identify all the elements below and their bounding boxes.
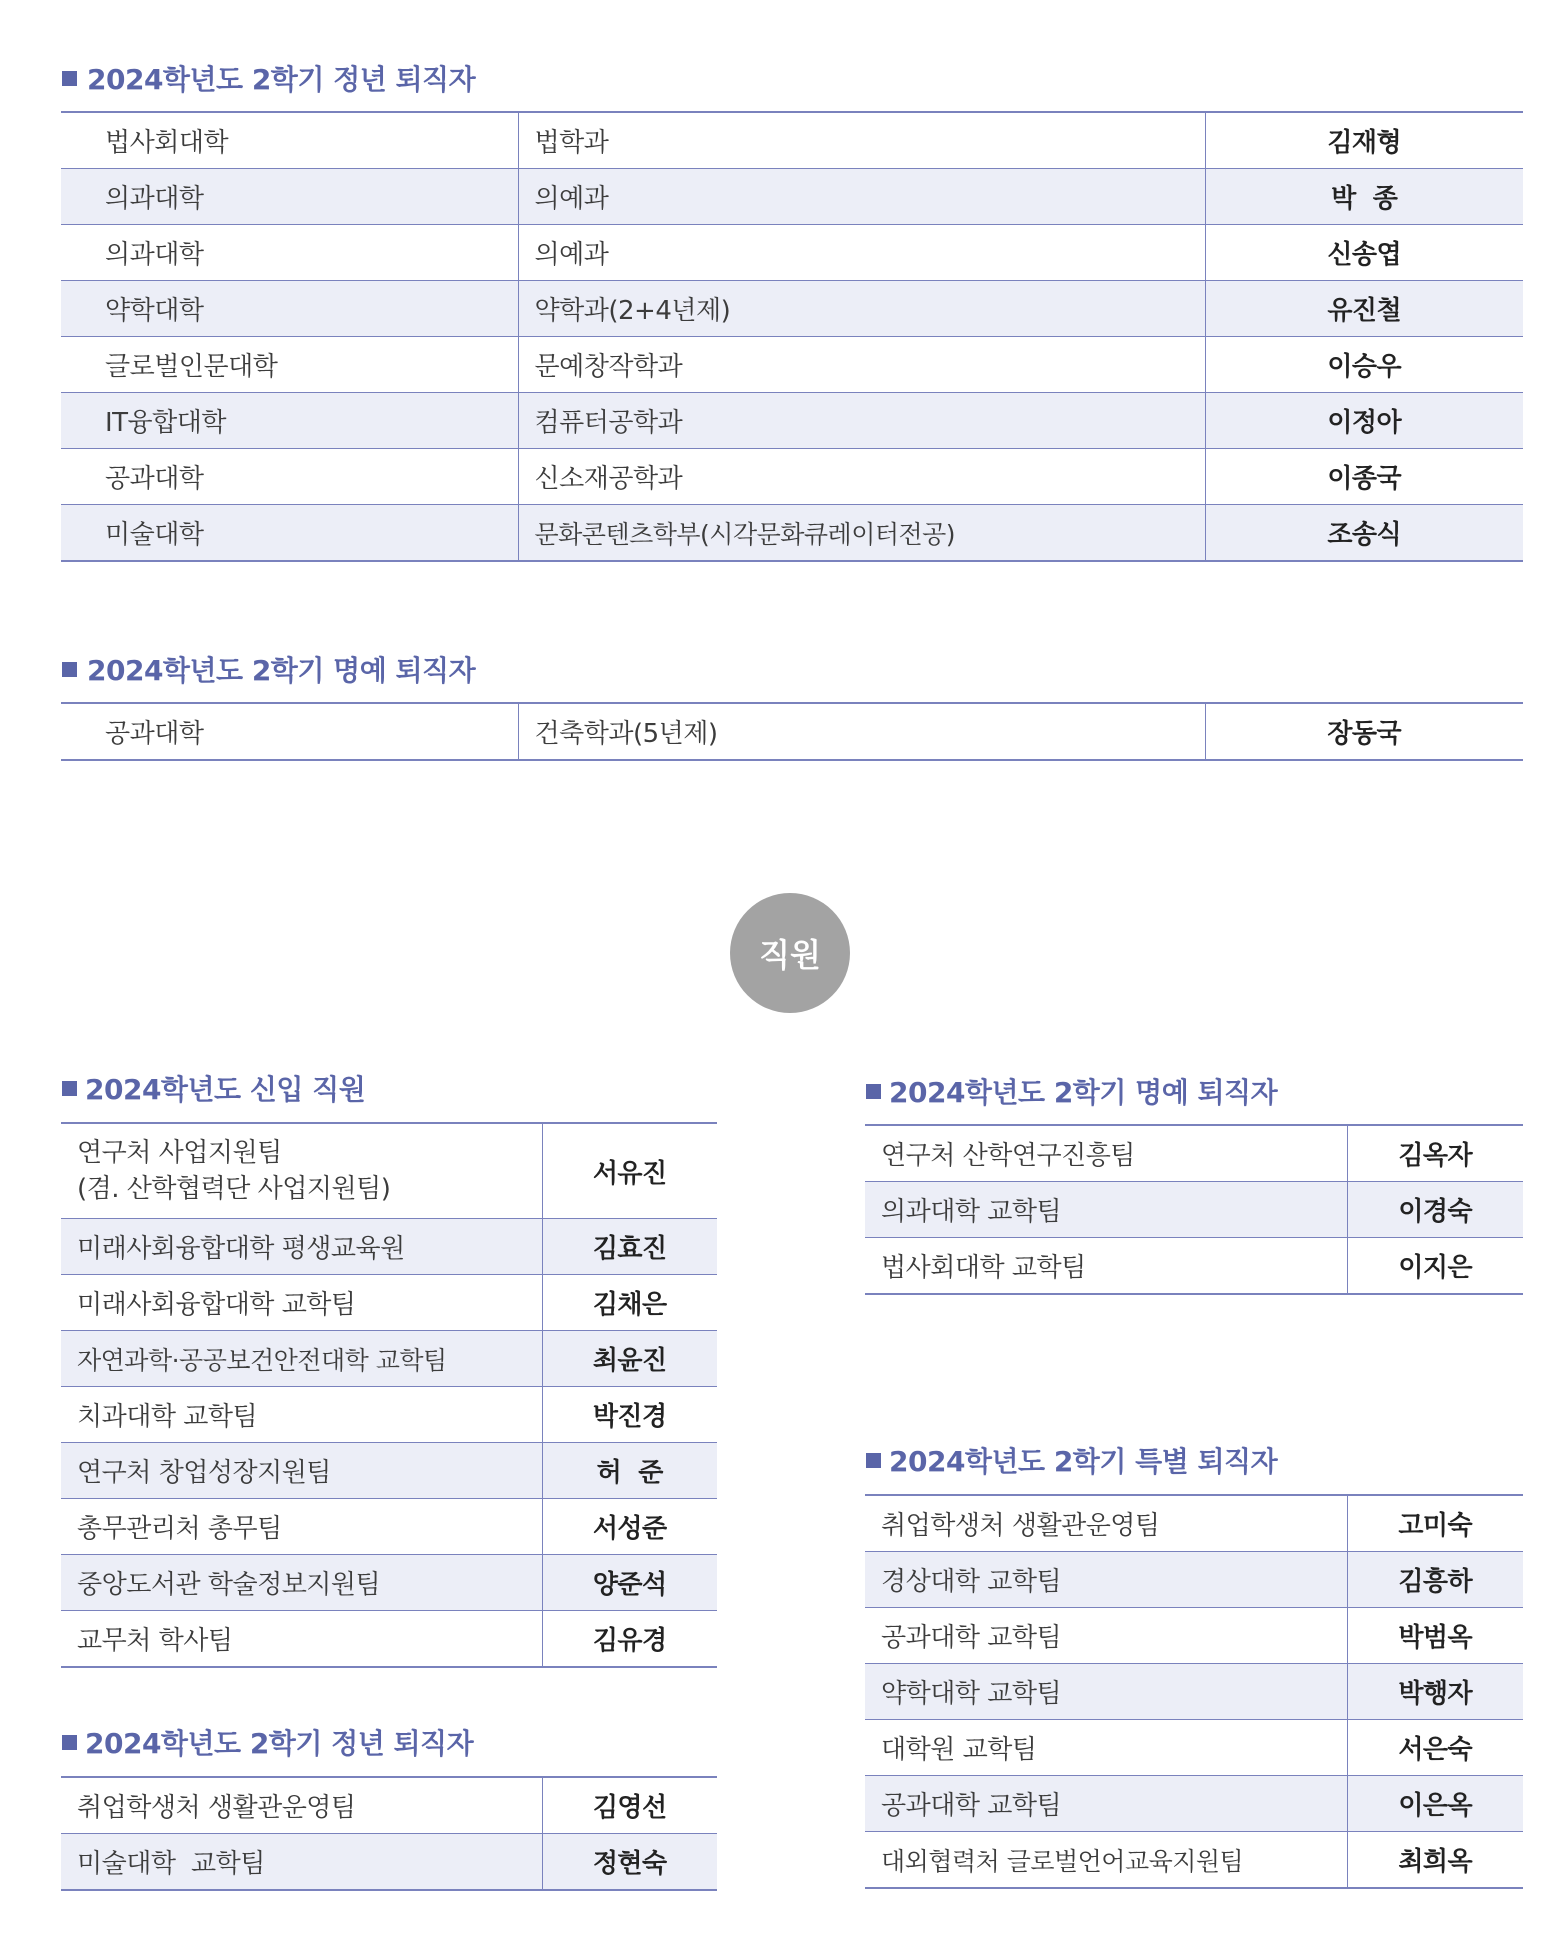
- name-cell: 김흥하: [1347, 1552, 1523, 1608]
- table-row: [865, 1238, 1523, 1295]
- name-cell: 서유진: [542, 1123, 717, 1219]
- dept-cell: 컴퓨터공학과: [518, 393, 1205, 449]
- dept-cell: 건축학과(5년제): [518, 703, 1205, 760]
- name-cell: 조송식: [1205, 505, 1523, 562]
- square-bullet-icon: [866, 1084, 881, 1099]
- dept-cell: 약학과(2+4년제): [518, 281, 1205, 337]
- dept-cell: 공과대학 교학팀: [865, 1776, 1347, 1832]
- dept-cell: 미술대학 교학팀: [61, 1834, 542, 1891]
- name-cell: 양준석: [542, 1555, 717, 1611]
- faculty-honorary-table: [61, 702, 1523, 761]
- college-cell: IT융합대학: [61, 393, 518, 449]
- dept-cell: 법학과: [518, 112, 1205, 169]
- table-row: [865, 1664, 1523, 1720]
- name-cell: 박행자: [1347, 1664, 1523, 1720]
- name-cell: 최윤진: [542, 1331, 717, 1387]
- college-cell: 미술대학: [61, 505, 518, 562]
- name-cell: 정현숙: [542, 1834, 717, 1891]
- dept-cell: 의예과: [518, 169, 1205, 225]
- name-cell: 박범옥: [1347, 1608, 1523, 1664]
- dept-cell: 법사회대학 교학팀: [881, 1253, 1086, 1283]
- square-bullet-icon: [62, 1081, 77, 1096]
- section-title-faculty-retire: [62, 58, 475, 98]
- college-cell: 공과대학: [105, 719, 204, 749]
- college-cell: 공과대학: [61, 449, 518, 505]
- table-row: [61, 393, 1523, 449]
- section-title-staff-new: [62, 1068, 365, 1108]
- table-row: [865, 1182, 1523, 1238]
- dept-cell: 취업학생처 생활관운영팀: [61, 1777, 542, 1834]
- name-cell: 신송엽: [1205, 225, 1523, 281]
- section-title-staff-honorary: [866, 1071, 1277, 1111]
- dept-cell: 연구처 창업성장지원팀: [61, 1443, 542, 1499]
- square-bullet-icon: [62, 1735, 77, 1750]
- square-bullet-icon: [62, 71, 77, 86]
- table-row: [61, 281, 1523, 337]
- table-row: [61, 1387, 717, 1443]
- table-row: [865, 1832, 1523, 1889]
- staff-section-badge: 직원: [730, 893, 850, 1013]
- dept-cell: 신소재공학과: [518, 449, 1205, 505]
- dept-cell: 공과대학 교학팀: [865, 1608, 1347, 1664]
- table-row: [865, 1720, 1523, 1776]
- table-row: [865, 1495, 1523, 1552]
- section-title-text: 2024학년도 2학기 명예 퇴직자: [87, 654, 476, 687]
- dept-cell: 자연과학·공공보건안전대학 교학팀: [61, 1331, 542, 1387]
- dept-cell: 미래사회융합대학 평생교육원: [61, 1219, 542, 1275]
- staff-retire-table: [61, 1776, 717, 1891]
- name-cell: 이경숙: [1347, 1182, 1523, 1238]
- dept-cell: 취업학생처 생활관운영팀: [865, 1495, 1347, 1552]
- table-row: [865, 1776, 1523, 1832]
- name-cell: 박 종: [1205, 169, 1523, 225]
- section-title-text: 2024학년도 2학기 정년 퇴직자: [87, 63, 476, 96]
- name-cell: 김옥자: [1347, 1125, 1523, 1182]
- name-cell: 최희옥: [1347, 1832, 1523, 1889]
- name-cell: 김효진: [542, 1219, 717, 1275]
- staff-honorary-table: [865, 1124, 1523, 1295]
- table-row: [61, 1834, 717, 1891]
- name-cell: 이종국: [1205, 449, 1523, 505]
- college-cell: 글로벌인문대학: [61, 337, 518, 393]
- name-cell: 김채은: [542, 1275, 717, 1331]
- staff-new-table: [61, 1122, 717, 1668]
- name-cell: 고미숙: [1347, 1495, 1523, 1552]
- table-row: [865, 1125, 1523, 1182]
- name-cell: 이승우: [1205, 337, 1523, 393]
- staff-special-table: [865, 1494, 1523, 1889]
- table-row: [61, 1123, 717, 1219]
- dept-cell: [61, 1123, 542, 1219]
- dept-cell: 약학대학 교학팀: [865, 1664, 1347, 1720]
- dept-cell: 문예창작학과: [518, 337, 1205, 393]
- dept-cell: 중앙도서관 학술정보지원팀: [61, 1555, 542, 1611]
- table-row: [61, 112, 1523, 169]
- square-bullet-icon: [866, 1453, 881, 1468]
- college-cell: 법사회대학: [61, 112, 518, 169]
- square-bullet-icon: [62, 662, 77, 677]
- section-title-text: 2024학년도 신입 직원: [85, 1073, 366, 1106]
- table-row: [865, 1552, 1523, 1608]
- table-row: [61, 449, 1523, 505]
- name-cell: 이은옥: [1347, 1776, 1523, 1832]
- name-cell: 서성준: [542, 1499, 717, 1555]
- dept-cell: 의과대학 교학팀: [865, 1182, 1347, 1238]
- section-title-text: 2024학년도 2학기 정년 퇴직자: [85, 1727, 474, 1760]
- table-row: [61, 1275, 717, 1331]
- name-cell: 허 준: [542, 1443, 717, 1499]
- college-cell: 의과대학: [61, 225, 518, 281]
- dept-cell: 치과대학 교학팀: [61, 1387, 542, 1443]
- dept-cell: 대학원 교학팀: [865, 1720, 1347, 1776]
- table-row: [61, 1611, 717, 1668]
- college-cell: 의과대학: [61, 169, 518, 225]
- table-row: [61, 703, 1523, 760]
- table-row: [865, 1608, 1523, 1664]
- table-row: [61, 169, 1523, 225]
- table-row: [61, 1499, 717, 1555]
- table-row: [61, 1555, 717, 1611]
- college-cell: 약학대학: [61, 281, 518, 337]
- dept-cell: 연구처 산학연구진흥팀: [865, 1125, 1347, 1182]
- dept-line: (겸. 산학협력단 사업지원팀): [77, 1174, 391, 1204]
- name-cell: 김재형: [1205, 112, 1523, 169]
- dept-cell: 문화콘텐츠학부(시각문화큐레이터전공): [518, 505, 1205, 562]
- table-row: [61, 1777, 717, 1834]
- table-row: [61, 1331, 717, 1387]
- name-cell: 유진철: [1205, 281, 1523, 337]
- name-cell: 서은숙: [1347, 1720, 1523, 1776]
- name-cell: 박진경: [542, 1387, 717, 1443]
- name-cell: 이지은: [1347, 1238, 1523, 1295]
- dept-cell: 총무관리처 총무팀: [61, 1499, 542, 1555]
- table-row: [61, 225, 1523, 281]
- name-cell: 장동국: [1205, 703, 1523, 760]
- section-title-text: 2024학년도 2학기 명예 퇴직자: [889, 1076, 1278, 1109]
- dept-cell: 대외협력처 글로벌언어교육지원팀: [881, 1846, 1244, 1876]
- dept-cell: 교무처 학사팀: [77, 1626, 233, 1656]
- dept-cell: 미래사회융합대학 교학팀: [61, 1275, 542, 1331]
- section-title-faculty-honorary: [62, 649, 475, 689]
- section-title-staff-retire: [62, 1722, 473, 1762]
- name-cell: 이정아: [1205, 393, 1523, 449]
- section-title-staff-special: [866, 1440, 1277, 1480]
- faculty-retire-table: [61, 111, 1523, 562]
- table-row: [61, 1443, 717, 1499]
- dept-cell: 의예과: [518, 225, 1205, 281]
- dept-line: 연구처 사업지원팀: [77, 1138, 282, 1168]
- section-title-text: 2024학년도 2학기 특별 퇴직자: [889, 1445, 1278, 1478]
- table-row: [61, 505, 1523, 562]
- name-cell: 김영선: [542, 1777, 717, 1834]
- table-row: [61, 337, 1523, 393]
- dept-cell: 경상대학 교학팀: [865, 1552, 1347, 1608]
- table-row: [61, 1219, 717, 1275]
- name-cell: 김유경: [542, 1611, 717, 1668]
